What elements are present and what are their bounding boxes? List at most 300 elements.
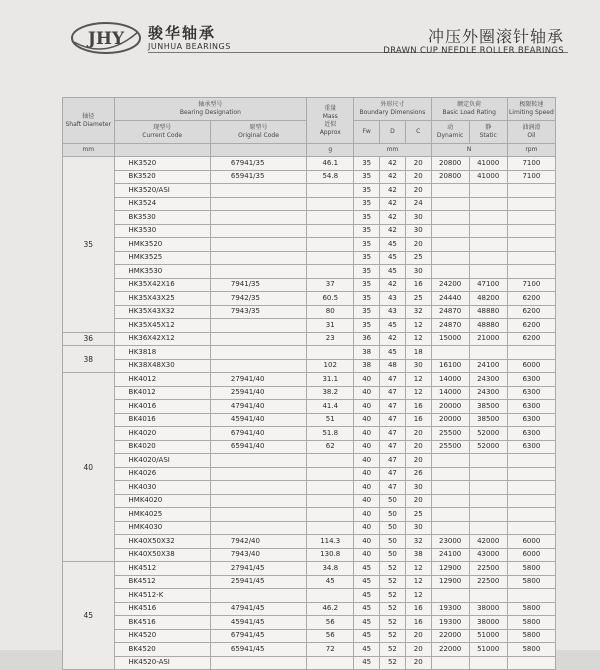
c-cell: 12 (405, 373, 431, 387)
oil-speed-cell: 6300 (507, 427, 555, 441)
d-cell: 50 (380, 521, 406, 535)
original-code-cell (210, 521, 306, 535)
static-load-cell: 24100 (469, 359, 507, 373)
c-cell: 24 (405, 197, 431, 211)
d-cell: 45 (380, 319, 406, 333)
mass-cell: 31.1 (307, 373, 354, 387)
current-code-cell: HK4512 (114, 562, 210, 576)
original-code-cell (210, 238, 306, 252)
static-load-cell (469, 656, 507, 670)
d-cell: 52 (380, 643, 406, 657)
shaft-header-cn: 轴径 (82, 112, 95, 120)
original-code-cell: 67941/35 (210, 157, 306, 171)
dynamic-load-cell (431, 224, 469, 238)
fw-cell: 35 (354, 224, 380, 238)
oil-speed-cell: 5800 (507, 602, 555, 616)
mass-cell: 62 (307, 440, 354, 454)
mass-cell: 38.2 (307, 386, 354, 400)
fw-cell: 38 (354, 359, 380, 373)
c-cell: 30 (405, 211, 431, 225)
oil-speed-cell (507, 467, 555, 481)
oil-speed-cell (507, 454, 555, 468)
oil-speed-cell: 6200 (507, 319, 555, 333)
dynamic-load-cell: 20800 (431, 170, 469, 184)
d-cell: 47 (380, 373, 406, 387)
d-cell: 52 (380, 589, 406, 603)
current-code-cell: HK3818 (114, 346, 210, 360)
mass-cell (307, 494, 354, 508)
original-code-cell: 25941/45 (210, 575, 306, 589)
fw-cell: 35 (354, 265, 380, 279)
dynamic-load-cell (431, 481, 469, 495)
c-cell: 20 (405, 643, 431, 657)
static-load-cell: 48200 (469, 292, 507, 306)
c-cell: 32 (405, 305, 431, 319)
mass-cell: 114.3 (307, 535, 354, 549)
fw-cell: 35 (354, 184, 380, 198)
original-code-cell: 67941/45 (210, 629, 306, 643)
load-header (431, 98, 507, 121)
dynamic-load-cell (431, 656, 469, 670)
original-code-cell: 7942/40 (210, 535, 306, 549)
c-cell: 30 (405, 521, 431, 535)
original-code-cell (210, 319, 306, 333)
dynamic-load-cell (431, 184, 469, 198)
d-cell: 52 (380, 656, 406, 670)
table-row (63, 224, 556, 238)
d-cell: 42 (380, 170, 406, 184)
oil-speed-cell: 5800 (507, 575, 555, 589)
d-cell: 42 (380, 157, 406, 171)
fw-cell: 40 (354, 521, 380, 535)
static-load-cell: 22500 (469, 562, 507, 576)
original-code-cell (210, 508, 306, 522)
brand-name-en: JUNHUA BEARINGS (148, 42, 231, 51)
dynamic-load-cell (431, 494, 469, 508)
c-cell: 20 (405, 157, 431, 171)
dynamic-load-cell (431, 521, 469, 535)
table-row (63, 589, 556, 603)
shaft-diameter-cell: 40 (63, 373, 115, 562)
fw-cell: 35 (354, 292, 380, 306)
original-code-cell: 7942/35 (210, 292, 306, 306)
mass-cell (307, 656, 354, 670)
current-code-cell: HK4020/ASI (114, 454, 210, 468)
current-code-cell: HK35X43X25 (114, 292, 210, 306)
current-code-cell: HMK4020 (114, 494, 210, 508)
current-code-cell: HK3520/ASI (114, 184, 210, 198)
mass-cell (307, 224, 354, 238)
dynamic-load-cell: 24440 (431, 292, 469, 306)
dynamic-load-cell: 25500 (431, 427, 469, 441)
d-cell: 45 (380, 346, 406, 360)
original-code-cell (210, 184, 306, 198)
oil-speed-cell: 6300 (507, 440, 555, 454)
current-code-cell: BK4512 (114, 575, 210, 589)
oil-speed-cell (507, 265, 555, 279)
current-code-cell: HMK3530 (114, 265, 210, 279)
static-load-cell (469, 197, 507, 211)
static-load-cell: 38000 (469, 602, 507, 616)
unit-dims: mm (354, 144, 431, 157)
static-header-en: Static (479, 132, 497, 139)
dynamic-load-cell (431, 211, 469, 225)
c-cell: 16 (405, 616, 431, 630)
oil-speed-cell (507, 481, 555, 495)
table-row (63, 616, 556, 630)
mass-cell: 60.5 (307, 292, 354, 306)
dynamic-load-cell: 24870 (431, 305, 469, 319)
c-cell: 25 (405, 251, 431, 265)
original-code-cell: 47941/45 (210, 602, 306, 616)
table-row (63, 548, 556, 562)
shaft-diameter-cell: 35 (63, 157, 115, 333)
unit-shaft: mm (63, 144, 115, 157)
static-load-cell (469, 454, 507, 468)
static-load-cell: 48880 (469, 305, 507, 319)
table-row (63, 305, 556, 319)
c-cell: 20 (405, 184, 431, 198)
table-row (63, 373, 556, 387)
bearing-table-wrap (62, 97, 556, 670)
current-code-cell: HK40X50X38 (114, 548, 210, 562)
shaft-diameter-cell: 38 (63, 346, 115, 373)
fw-cell: 45 (354, 589, 380, 603)
current-code-cell: HK36X42X12 (114, 332, 210, 346)
table-row (63, 170, 556, 184)
fw-cell: 35 (354, 197, 380, 211)
table-row (63, 413, 556, 427)
table-row (63, 238, 556, 252)
d-cell: 52 (380, 616, 406, 630)
fw-header: Fw (354, 121, 380, 144)
page-title-en: DRAWN CUP NEEDLE ROLLER BEARINGS (383, 46, 564, 56)
c-cell: 12 (405, 332, 431, 346)
dynamic-load-cell (431, 589, 469, 603)
mass-cell (307, 265, 354, 279)
original-code-cell: 27941/45 (210, 562, 306, 576)
oil-speed-cell: 6300 (507, 400, 555, 414)
designation-header-en: Bearing Designation (179, 109, 241, 116)
current-code-cell: HK4020 (114, 427, 210, 441)
oil-speed-cell: 5800 (507, 629, 555, 643)
oil-speed-cell (507, 589, 555, 603)
static-load-cell (469, 521, 507, 535)
table-row (63, 494, 556, 508)
d-cell: 50 (380, 508, 406, 522)
c-header: C (405, 121, 431, 144)
table-body (63, 157, 556, 670)
dynamic-header-cn: 动 (447, 124, 454, 131)
c-cell: 20 (405, 454, 431, 468)
mass-cell (307, 508, 354, 522)
current-code-header (114, 121, 210, 144)
table-row (63, 643, 556, 657)
static-load-cell (469, 467, 507, 481)
fw-cell: 35 (354, 170, 380, 184)
original-code-cell: 7943/35 (210, 305, 306, 319)
original-code-cell (210, 359, 306, 373)
d-cell: 45 (380, 238, 406, 252)
mass-cell (307, 481, 354, 495)
dynamic-load-cell: 24200 (431, 278, 469, 292)
d-cell: 43 (380, 305, 406, 319)
current-code-cell: HK4512-K (114, 589, 210, 603)
oil-speed-cell (507, 197, 555, 211)
original-code-cell (210, 211, 306, 225)
current-code-cell: HK3524 (114, 197, 210, 211)
current-code-cell: BK4016 (114, 413, 210, 427)
current-code-cell: HK35X45X12 (114, 319, 210, 333)
table-row (63, 602, 556, 616)
static-load-cell: 48880 (469, 319, 507, 333)
mass-cell: 102 (307, 359, 354, 373)
c-cell: 26 (405, 467, 431, 481)
table-row (63, 278, 556, 292)
c-cell: 30 (405, 481, 431, 495)
table-row (63, 440, 556, 454)
oil-speed-cell: 6300 (507, 373, 555, 387)
current-code-cell: HK3520 (114, 157, 210, 171)
mass-cell: 72 (307, 643, 354, 657)
dynamic-load-cell: 14000 (431, 386, 469, 400)
oil-header (507, 121, 555, 144)
static-load-cell: 52000 (469, 427, 507, 441)
mass-cell: 51 (307, 413, 354, 427)
table-row (63, 481, 556, 495)
d-cell: 52 (380, 629, 406, 643)
original-code-cell: 45941/40 (210, 413, 306, 427)
c-cell: 20 (405, 656, 431, 670)
oil-speed-cell: 5800 (507, 616, 555, 630)
d-cell: 50 (380, 535, 406, 549)
fw-cell: 40 (354, 400, 380, 414)
speed-header (507, 98, 555, 121)
oil-speed-cell: 6000 (507, 535, 555, 549)
static-load-cell (469, 346, 507, 360)
current-code-cell: BK4516 (114, 616, 210, 630)
current-code-cell: HK4012 (114, 373, 210, 387)
fw-cell: 38 (354, 346, 380, 360)
static-header-cn: 静 (485, 124, 492, 131)
static-header (469, 121, 507, 144)
original-code-cell (210, 265, 306, 279)
original-code-cell (210, 481, 306, 495)
static-load-cell: 51000 (469, 643, 507, 657)
d-cell: 47 (380, 386, 406, 400)
fw-cell: 45 (354, 616, 380, 630)
static-load-cell (469, 265, 507, 279)
table-row (63, 575, 556, 589)
original-code-cell (210, 589, 306, 603)
dynamic-load-cell: 24870 (431, 319, 469, 333)
d-cell: 50 (380, 494, 406, 508)
oil-speed-cell: 5800 (507, 562, 555, 576)
table-row (63, 629, 556, 643)
fw-cell: 35 (354, 238, 380, 252)
fw-cell: 35 (354, 319, 380, 333)
c-cell: 20 (405, 629, 431, 643)
original-code-cell (210, 454, 306, 468)
mass-header-cn: 重量 (324, 104, 337, 112)
dynamic-load-cell: 12900 (431, 562, 469, 576)
oil-speed-cell: 7100 (507, 170, 555, 184)
mass-cell (307, 197, 354, 211)
fw-cell: 40 (354, 373, 380, 387)
oil-speed-cell: 6000 (507, 359, 555, 373)
table-row (63, 535, 556, 549)
original-code-cell: 65941/40 (210, 440, 306, 454)
mass-cell: 56 (307, 616, 354, 630)
table-row (63, 521, 556, 535)
dynamic-load-cell: 20000 (431, 400, 469, 414)
original-code-cell (210, 332, 306, 346)
static-load-cell (469, 211, 507, 225)
d-cell: 52 (380, 575, 406, 589)
c-cell: 30 (405, 359, 431, 373)
current-code-cell: BK4520 (114, 643, 210, 657)
mass-cell: 130.8 (307, 548, 354, 562)
d-cell: 50 (380, 548, 406, 562)
load-header-en: Basic Load Rating (442, 109, 496, 116)
c-cell: 20 (405, 427, 431, 441)
fw-cell: 36 (354, 332, 380, 346)
fw-cell: 40 (354, 454, 380, 468)
logo-text: JHY (87, 29, 125, 49)
original-code-cell (210, 656, 306, 670)
original-code-cell (210, 224, 306, 238)
oil-speed-cell: 6200 (507, 332, 555, 346)
table-row (63, 319, 556, 333)
mass-cell: 31 (307, 319, 354, 333)
table-row (63, 157, 556, 171)
current-code-cell: HK4520-ASI (114, 656, 210, 670)
d-cell: 47 (380, 454, 406, 468)
dynamic-load-cell (431, 238, 469, 252)
d-header: D (380, 121, 406, 144)
shaft-diameter-cell: 45 (63, 562, 115, 670)
oil-speed-cell: 6000 (507, 548, 555, 562)
current-code-cell: HK4016 (114, 400, 210, 414)
mass-cell: 56 (307, 629, 354, 643)
mass-cell: 37 (307, 278, 354, 292)
approx-header-en: Approx (319, 128, 341, 136)
static-load-cell: 21000 (469, 332, 507, 346)
d-cell: 42 (380, 278, 406, 292)
oil-speed-cell: 7100 (507, 157, 555, 171)
original-code-cell (210, 197, 306, 211)
table-row (63, 508, 556, 522)
oil-speed-cell (507, 508, 555, 522)
oil-speed-cell (507, 346, 555, 360)
shaft-header-en: Shaft Diameter (65, 120, 112, 128)
static-load-cell: 38000 (469, 616, 507, 630)
c-cell: 20 (405, 238, 431, 252)
mass-cell: 46.1 (307, 157, 354, 171)
original-code-cell (210, 251, 306, 265)
c-cell: 20 (405, 494, 431, 508)
table-row (63, 467, 556, 481)
oil-speed-cell: 7100 (507, 278, 555, 292)
d-cell: 43 (380, 292, 406, 306)
table-row (63, 332, 556, 346)
c-cell: 16 (405, 413, 431, 427)
fw-cell: 35 (354, 211, 380, 225)
unit-speed: rpm (507, 144, 555, 157)
fw-cell: 45 (354, 602, 380, 616)
mass-cell (307, 467, 354, 481)
oil-speed-cell: 6300 (507, 413, 555, 427)
current-code-cell: BK4012 (114, 386, 210, 400)
mass-cell: 45 (307, 575, 354, 589)
table-row (63, 292, 556, 306)
c-cell: 12 (405, 562, 431, 576)
current-code-en: Current Code (142, 132, 183, 139)
d-cell: 42 (380, 197, 406, 211)
table-row (63, 562, 556, 576)
dynamic-load-cell: 16100 (431, 359, 469, 373)
current-code-cell: BK4020 (114, 440, 210, 454)
mass-cell (307, 589, 354, 603)
fw-cell: 40 (354, 386, 380, 400)
current-code-cell: HK4030 (114, 481, 210, 495)
oil-speed-cell (507, 184, 555, 198)
mass-cell (307, 251, 354, 265)
fw-cell: 40 (354, 535, 380, 549)
original-code-cell: 47941/40 (210, 400, 306, 414)
fw-cell: 40 (354, 494, 380, 508)
mass-cell (307, 346, 354, 360)
mass-header-en: Mass (322, 112, 338, 120)
brand-name-cn: 骏华轴承 (148, 24, 217, 42)
static-load-cell (469, 589, 507, 603)
fw-cell: 45 (354, 656, 380, 670)
d-cell: 45 (380, 251, 406, 265)
c-cell: 16 (405, 602, 431, 616)
dynamic-load-cell: 24100 (431, 548, 469, 562)
current-code-cell: HK35X43X32 (114, 305, 210, 319)
d-cell: 52 (380, 602, 406, 616)
dynamic-load-cell: 25500 (431, 440, 469, 454)
dynamic-load-cell (431, 346, 469, 360)
table-row (63, 184, 556, 198)
oil-speed-cell (507, 494, 555, 508)
static-load-cell: 42000 (469, 535, 507, 549)
fw-cell: 40 (354, 440, 380, 454)
static-load-cell (469, 494, 507, 508)
table-row (63, 400, 556, 414)
static-load-cell (469, 184, 507, 198)
d-cell: 47 (380, 413, 406, 427)
c-cell: 16 (405, 400, 431, 414)
original-code-cell: 45941/45 (210, 616, 306, 630)
current-code-cell: HMK3520 (114, 238, 210, 252)
mass-header (307, 98, 354, 144)
c-cell: 18 (405, 346, 431, 360)
fw-cell: 40 (354, 508, 380, 522)
c-cell: 25 (405, 292, 431, 306)
unit-original-blank (210, 144, 306, 157)
dynamic-load-cell: 20000 (431, 413, 469, 427)
table-row (63, 386, 556, 400)
d-cell: 47 (380, 427, 406, 441)
dynamic-load-cell (431, 265, 469, 279)
oil-header-en: Oil (527, 132, 536, 139)
c-cell: 25 (405, 508, 431, 522)
page-title-cn: 冲压外圈滚针轴承 (427, 27, 564, 46)
oil-header-cn: 油润滑 (522, 124, 541, 131)
current-code-cell: HMK3525 (114, 251, 210, 265)
